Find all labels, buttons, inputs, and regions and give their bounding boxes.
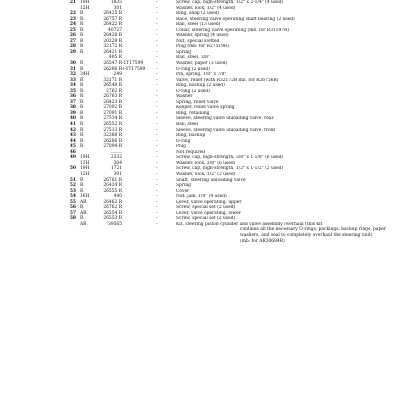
item-number: 29 bbox=[69, 49, 76, 55]
part-description: O-ring (2 used) bbox=[176, 88, 210, 94]
part-description: Collar, steering valve operating (mb. for R31197R) bbox=[176, 27, 290, 33]
part-description: Screw, special set (2 used) bbox=[176, 205, 236, 211]
part-prefix: R bbox=[80, 66, 84, 72]
part-number: 26555 R bbox=[103, 188, 122, 194]
item-number: 49 bbox=[69, 155, 76, 161]
part-number: 1835 bbox=[110, 0, 122, 5]
part-prefix: R bbox=[80, 99, 84, 105]
part-prefix: R bbox=[80, 127, 84, 133]
part-prefix: R bbox=[80, 177, 84, 183]
part-prefix: 34H bbox=[80, 72, 90, 78]
item-number: 30 bbox=[69, 61, 76, 67]
dash-marker: - bbox=[156, 66, 158, 72]
item-number: 37 bbox=[69, 99, 76, 105]
dash-marker: - bbox=[156, 99, 158, 105]
dash-marker: - bbox=[156, 221, 158, 227]
item-number: 44 bbox=[69, 138, 76, 144]
item-number: 50 bbox=[69, 166, 76, 172]
dash-marker: - bbox=[156, 216, 158, 222]
part-prefix: R bbox=[80, 94, 84, 100]
dash-marker: - bbox=[156, 205, 158, 211]
part-description: Washer, paper (3 used) bbox=[176, 61, 228, 67]
item-number: 28 bbox=[69, 44, 76, 50]
dash-marker: - bbox=[156, 94, 158, 100]
part-number: 26425 R bbox=[103, 11, 122, 17]
part-description: Ring, retaining bbox=[176, 110, 210, 116]
item-number: 31 bbox=[69, 66, 76, 72]
part-number: 27092 R bbox=[103, 105, 122, 111]
item-number: 42 bbox=[69, 127, 76, 133]
item-number: 52 bbox=[69, 183, 76, 189]
part-description: Screw, cap, high-strength, 3/8" x 1-1/8" (6 used) bbox=[176, 155, 284, 161]
item-number: 57 bbox=[69, 210, 76, 216]
part-number: 26761 R bbox=[103, 177, 122, 183]
item-number: 27 bbox=[69, 38, 76, 44]
part-number: 32171 R bbox=[103, 77, 122, 83]
item-number: 38 bbox=[69, 105, 76, 111]
part-prefix: R bbox=[80, 33, 84, 39]
part-description: Ring, backup bbox=[176, 133, 206, 139]
part-description: Washer, lock, 1/2" (2 used) bbox=[176, 171, 236, 177]
dash-marker: - bbox=[156, 38, 158, 44]
part-description: Lever, valve operating, lower bbox=[176, 210, 241, 216]
part-prefix: R bbox=[80, 116, 84, 122]
dash-marker: - bbox=[156, 149, 158, 155]
item-number: 21 bbox=[69, 0, 76, 5]
part-description: Sleeve, steering valve unloading valve, rear bbox=[176, 116, 274, 122]
part-number: 2762 R bbox=[106, 88, 122, 94]
dash-marker: - bbox=[156, 44, 158, 50]
part-prefix: R bbox=[80, 205, 84, 211]
part-description: Nut, jam, 1/4" (4 used) bbox=[176, 194, 227, 200]
part-description: Ball, steel (13 used) bbox=[176, 22, 221, 28]
parts-list bbox=[64, 0, 400, 244]
part-number: 32172 R bbox=[103, 44, 122, 50]
dash-marker: - bbox=[156, 16, 158, 22]
part-description: Ring, backup (2 used) bbox=[176, 83, 225, 89]
part-description: Washer, lock, 3/8" (6 used) bbox=[176, 160, 236, 166]
dash-marker: - bbox=[156, 166, 158, 172]
part-prefix: R bbox=[80, 49, 84, 55]
part-number: 39565 bbox=[108, 221, 122, 227]
item-number: 26 bbox=[69, 33, 76, 39]
item-number: 56 bbox=[69, 205, 76, 211]
dash-marker: - bbox=[156, 0, 158, 5]
part-number: 27091 R bbox=[103, 110, 122, 116]
part-number: 26763 R bbox=[103, 94, 122, 100]
part-description: Ball, steel, 3/8" bbox=[176, 55, 210, 61]
part-number: 26423 R bbox=[103, 99, 122, 105]
dash-marker: - bbox=[156, 77, 158, 83]
dash-marker: - bbox=[156, 127, 158, 133]
dash-marker: - bbox=[156, 83, 158, 89]
part-number: 26421 R bbox=[103, 49, 122, 55]
part-prefix: R bbox=[80, 77, 84, 83]
item-number: 53 bbox=[69, 188, 76, 194]
dash-marker: - bbox=[156, 188, 158, 194]
part-prefix: AR bbox=[80, 221, 87, 227]
part-description: Pin, spring, 1/8" x 7/8" bbox=[176, 72, 227, 78]
item-number: 54 bbox=[69, 194, 76, 200]
part-description: Washer bbox=[176, 94, 193, 100]
part-number: 40727 bbox=[108, 27, 122, 33]
part-prefix: R bbox=[80, 38, 84, 44]
item-number: 39 bbox=[69, 110, 76, 116]
part-number: 27094 R bbox=[103, 144, 122, 150]
part-number: 27513 R bbox=[103, 127, 122, 133]
part-description: O-ring bbox=[176, 138, 191, 144]
part-number: 20228 R bbox=[103, 38, 122, 44]
dash-marker: - bbox=[156, 49, 158, 55]
part-description: Plug (mb. for R27519R) bbox=[176, 44, 229, 50]
item-number: 58 bbox=[69, 216, 76, 222]
dash-marker: - bbox=[156, 133, 158, 139]
part-number: 26422 R bbox=[103, 22, 122, 28]
part-prefix: R bbox=[80, 105, 84, 111]
part-description: Race, steering valve operating shaft bearing (2 used) bbox=[176, 16, 295, 22]
part-number: 301 bbox=[113, 171, 122, 177]
item-number: 46 bbox=[69, 149, 76, 155]
part-description: Washer, lock, 1/2" (4 used) bbox=[176, 5, 236, 11]
dash-marker: - bbox=[156, 72, 158, 78]
part-prefix: R bbox=[80, 88, 84, 94]
item-number: 22 bbox=[69, 11, 76, 17]
part-number: 304 bbox=[113, 160, 122, 166]
dash-marker: - bbox=[156, 155, 158, 161]
part-description: Ring, snap (2 used) bbox=[176, 11, 220, 17]
part-number: 32388 R bbox=[103, 133, 122, 139]
dash-marker: - bbox=[156, 210, 158, 216]
item-number: 34 bbox=[69, 83, 76, 89]
part-description: Lever, valve operating, upper bbox=[176, 199, 242, 205]
part-prefix: R bbox=[80, 11, 84, 17]
description-continuation: washers, and seal to completely overhaul the steering unit) bbox=[240, 232, 373, 238]
part-prefix: 16H bbox=[80, 194, 90, 200]
dash-marker: - bbox=[156, 22, 158, 28]
item-number: 33 bbox=[69, 77, 76, 83]
part-prefix: R bbox=[80, 216, 84, 222]
item-number: 24 bbox=[69, 22, 76, 28]
part-prefix: R bbox=[80, 61, 84, 67]
parts-row bbox=[64, 222, 400, 228]
part-description: Not required bbox=[176, 149, 205, 155]
item-number: 45 bbox=[69, 144, 76, 150]
part-prefix: 19H bbox=[80, 166, 90, 172]
dash-marker: - bbox=[156, 138, 158, 144]
part-description: Spring bbox=[176, 183, 191, 189]
part-number: 26553 R bbox=[103, 216, 122, 222]
part-number: 26762 R bbox=[103, 205, 122, 211]
dash-marker: - bbox=[156, 194, 158, 200]
part-description: Kit, steering piston cylinder and valve assembly overhaul (this kit bbox=[176, 221, 323, 227]
description-continuation: contains all the necessary O-rings, packings, backup rings, paper bbox=[240, 227, 386, 233]
part-description: Valve, relief (with R32172R mb. for R26756R) bbox=[176, 77, 279, 83]
dash-marker: - bbox=[156, 116, 158, 122]
dash-marker: - bbox=[156, 55, 158, 61]
serial-note: -1T17599 bbox=[122, 61, 144, 67]
dash-marker: - bbox=[156, 122, 158, 128]
dash-marker: - bbox=[156, 144, 158, 150]
dash-marker: - bbox=[156, 33, 158, 39]
part-number: 1721 bbox=[110, 166, 122, 172]
part-description: Cover bbox=[176, 188, 190, 194]
part-description: Nut, special slotted bbox=[176, 38, 220, 44]
item-number: 55 bbox=[69, 199, 76, 205]
dash-marker: - bbox=[156, 11, 158, 17]
dash-marker: - bbox=[156, 88, 158, 94]
dash-marker: - bbox=[156, 27, 158, 33]
item-number: 51 bbox=[69, 177, 76, 183]
part-description: Washer, spring (4 used) bbox=[176, 33, 229, 39]
part-number: 301 bbox=[113, 5, 122, 11]
part-prefix: AR bbox=[80, 210, 87, 216]
item-number: 25 bbox=[69, 27, 76, 33]
item-number: 40 bbox=[69, 116, 76, 122]
part-description: Screw, cap, high-strength, 1/2" x 1-1/2" (2 used) bbox=[176, 166, 284, 172]
part-prefix: R bbox=[80, 188, 84, 194]
part-prefix: AR bbox=[80, 199, 87, 205]
part-prefix: 19H bbox=[80, 155, 90, 161]
part-prefix: R bbox=[80, 110, 84, 116]
part-prefix: R bbox=[80, 27, 84, 33]
part-description: Spring, relief valve bbox=[176, 99, 219, 105]
part-prefix: R bbox=[80, 83, 84, 89]
item-number: 41 bbox=[69, 122, 76, 128]
part-prefix: 19H bbox=[80, 0, 90, 5]
part-description: Spring bbox=[176, 49, 191, 55]
part-number: 440 bbox=[113, 194, 122, 200]
dash-marker: - bbox=[156, 171, 158, 177]
part-prefix: 12H bbox=[80, 160, 90, 166]
part-description: Screw, special set (2 used) bbox=[176, 216, 236, 222]
part-number: 26554 R bbox=[103, 210, 122, 216]
dash-marker: - bbox=[156, 177, 158, 183]
part-prefix: 12H bbox=[80, 171, 90, 177]
part-prefix: R bbox=[80, 44, 84, 50]
item-number: 36 bbox=[69, 94, 76, 100]
dash-marker: - bbox=[156, 105, 158, 111]
part-number: 405 R bbox=[108, 55, 122, 61]
part-number: 2332 bbox=[110, 155, 122, 161]
part-prefix: R bbox=[80, 183, 84, 189]
part-description: Ball, steel bbox=[176, 122, 199, 128]
item-number: 35 bbox=[69, 88, 76, 94]
part-number: ........ bbox=[110, 149, 122, 155]
part-description: Sleeve, steering valve unloading valve, front bbox=[176, 127, 276, 133]
part-number: 26426 R bbox=[103, 33, 122, 39]
part-number: 27514 R bbox=[103, 116, 122, 122]
item-number: 23 bbox=[69, 16, 76, 22]
part-number: 26540 R bbox=[103, 83, 122, 89]
part-prefix: R bbox=[80, 16, 84, 22]
description-continuation: (mb. for AR30684R) bbox=[240, 238, 285, 244]
part-prefix: R bbox=[80, 144, 84, 150]
dash-marker: - bbox=[156, 5, 158, 11]
item-number: 43 bbox=[69, 133, 76, 139]
dash-marker: - bbox=[156, 61, 158, 67]
part-prefix: R bbox=[80, 133, 84, 139]
part-number: 26462 R bbox=[103, 199, 122, 205]
dash-marker: - bbox=[156, 110, 158, 116]
part-prefix: R bbox=[80, 22, 84, 28]
part-number: 26547 R bbox=[103, 61, 122, 67]
part-number: 26286 R bbox=[103, 66, 122, 72]
dash-marker: - bbox=[156, 183, 158, 189]
part-description: Screw, cap, high-strength, 1/2" x 2-1/4" (4 used) bbox=[176, 0, 284, 5]
part-description: Shaft, steering unloading valve bbox=[176, 177, 246, 183]
part-prefix: R bbox=[80, 138, 84, 144]
part-number: 26757 R bbox=[103, 16, 122, 22]
part-number: 26552 R bbox=[103, 122, 122, 128]
dash-marker: - bbox=[156, 199, 158, 205]
part-prefix: R bbox=[80, 122, 84, 128]
part-number: 26286 R bbox=[103, 138, 122, 144]
serial-note: +1T17599 bbox=[122, 66, 146, 72]
part-number: 249 bbox=[113, 72, 122, 78]
part-description: Keeper, relief valve spring bbox=[176, 105, 235, 111]
part-prefix: 12H bbox=[80, 5, 90, 11]
dash-marker: - bbox=[156, 160, 158, 166]
item-number: 32 bbox=[69, 72, 76, 78]
part-description: Plug bbox=[176, 144, 186, 150]
part-description: O-ring (2 used) bbox=[176, 66, 210, 72]
part-number: 26424 R bbox=[103, 183, 122, 189]
